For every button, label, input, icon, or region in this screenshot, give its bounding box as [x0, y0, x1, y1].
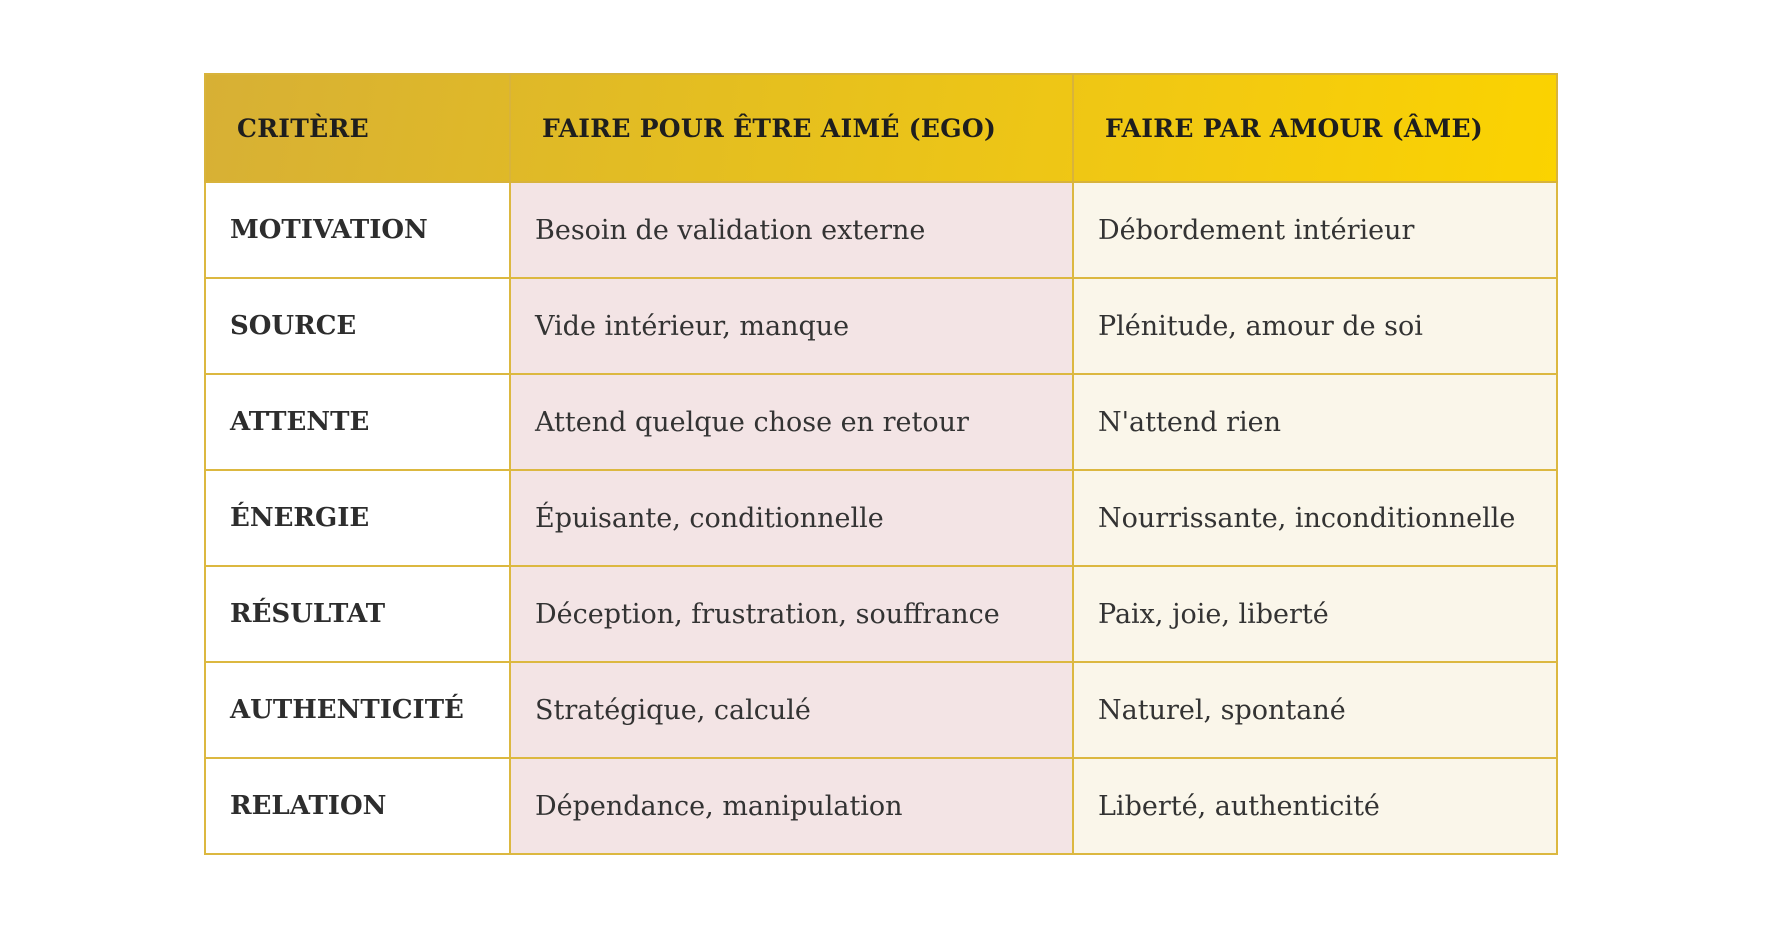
ego-cell: Besoin de validation externe [510, 182, 1073, 278]
criterion-cell: MOTIVATION [205, 182, 510, 278]
table-body [205, 182, 1557, 854]
table-row [205, 374, 1557, 470]
table-row [205, 278, 1557, 374]
table-row [205, 182, 1557, 278]
table-row [205, 662, 1557, 758]
criterion-cell: ÉNERGIE [205, 470, 510, 566]
table-header [205, 74, 1557, 182]
ego-cell: Stratégique, calculé [510, 662, 1073, 758]
ego-cell: Épuisante, conditionnelle [510, 470, 1073, 566]
criterion-cell: RÉSULTAT [205, 566, 510, 662]
header-ame: FAIRE PAR AMOUR (ÂME) [1073, 74, 1557, 182]
table-row [205, 758, 1557, 854]
ame-cell: Nourrissante, inconditionnelle [1073, 470, 1557, 566]
table-row [205, 566, 1557, 662]
ame-cell: Débordement intérieur [1073, 182, 1557, 278]
table-row [205, 470, 1557, 566]
ame-cell: Naturel, spontané [1073, 662, 1557, 758]
ame-cell: Paix, joie, liberté [1073, 566, 1557, 662]
comparison-table-container [204, 73, 1556, 855]
criterion-cell: AUTHENTICITÉ [205, 662, 510, 758]
comparison-table [204, 73, 1558, 855]
ego-cell: Déception, frustration, souffrance [510, 566, 1073, 662]
ego-cell: Vide intérieur, manque [510, 278, 1073, 374]
criterion-cell: ATTENTE [205, 374, 510, 470]
header-criterion: CRITÈRE [205, 74, 510, 182]
ame-cell: Plénitude, amour de soi [1073, 278, 1557, 374]
ame-cell: Liberté, authenticité [1073, 758, 1557, 854]
header-ego: FAIRE POUR ÊTRE AIMÉ (EGO) [510, 74, 1073, 182]
ego-cell: Dépendance, manipulation [510, 758, 1073, 854]
ame-cell: N'attend rien [1073, 374, 1557, 470]
ego-cell: Attend quelque chose en retour [510, 374, 1073, 470]
criterion-cell: RELATION [205, 758, 510, 854]
criterion-cell: SOURCE [205, 278, 510, 374]
header-row [205, 74, 1557, 182]
